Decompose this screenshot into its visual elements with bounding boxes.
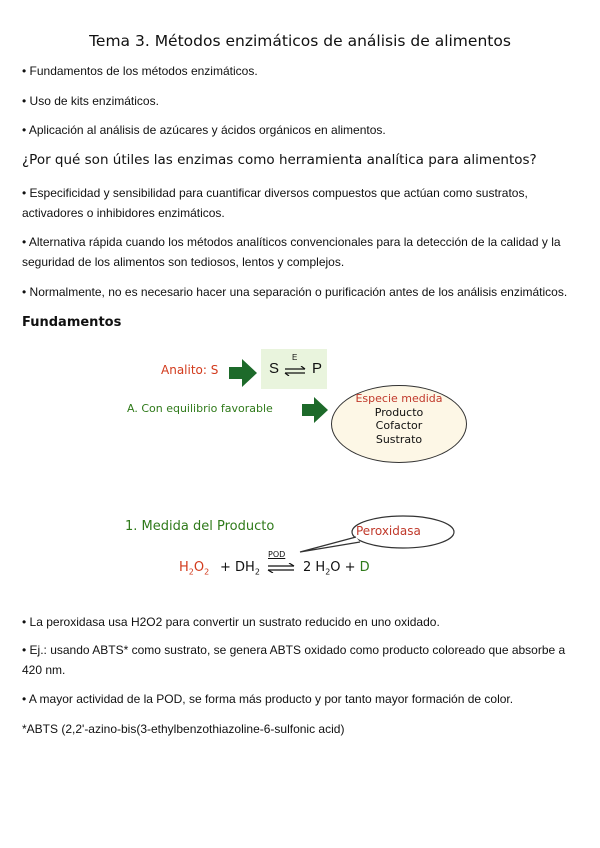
intro-bullet-2: • Uso de kits enzimáticos. bbox=[22, 94, 159, 108]
especie-medida-title: Especie medida bbox=[355, 392, 443, 405]
equilibrium-condition: A. Con equilibrio favorable bbox=[127, 402, 273, 415]
intro-bullet-3: • Aplicación al análisis de azúcares y ácidos orgánicos en alimentos. bbox=[22, 123, 386, 137]
analito-label: Analito: S bbox=[161, 363, 219, 377]
substrate-symbol: S bbox=[269, 360, 280, 377]
green-arrow-icon bbox=[229, 359, 257, 387]
product-symbol: P bbox=[312, 360, 323, 377]
especie-producto: Producto bbox=[374, 405, 424, 419]
products: 2 $H_2O + D$ bbox=[303, 560, 370, 577]
pod-label: POD bbox=[268, 550, 286, 559]
bottom-bullet-3: • A mayor actividad de la POD, se forma más producto y por tanto mayor formación de color. bbox=[22, 692, 514, 706]
product-d: D bbox=[359, 560, 370, 575]
intro-bullet-1: • Fundamentos de los métodos enzimáticos. bbox=[22, 64, 258, 78]
why-bullet-3: • Normalmente, no es necesario hacer una separación o purificación antes de los análisis enzimáticos. bbox=[22, 285, 568, 299]
especie-cofactor: Cofactor bbox=[375, 419, 423, 432]
reaction-arrows-icon bbox=[267, 563, 295, 573]
page-title: Tema 3. Métodos enzimáticos de análisis de alimentos bbox=[89, 32, 511, 50]
bottom-bullet-2: • Ej.: usando ABTS* como sustrato, se genera ABTS oxidado como producto coloreado que absorbe a 420 nm. bbox=[22, 643, 566, 677]
fundamentos-heading: Fundamentos bbox=[22, 315, 122, 330]
reactant-h2o2: $H_2O_2$ bbox=[179, 560, 210, 577]
equilibrium-arrows-icon bbox=[284, 366, 306, 376]
enzyme-symbol: E bbox=[292, 353, 298, 362]
question-heading: ¿Por qué son útiles las enzimas como herramienta analítica para alimentos? bbox=[22, 152, 537, 168]
especie-medida-list bbox=[331, 392, 467, 446]
bottom-bullet-1: • La peroxidasa usa H2O2 para convertir un sustrato reducido en uno oxidado. bbox=[22, 615, 440, 629]
why-bullet-1: • Especificidad y sensibilidad para cuantificar diversos compuestos que actúan como sustratos, activadores o inhibidores enzimáticos. bbox=[22, 186, 528, 220]
equilibrium-box bbox=[261, 349, 327, 389]
green-arrow-icon bbox=[302, 397, 328, 423]
why-bullet-2: • Alternativa rápida cuando los métodos analíticos convencionales para la detección de la calidad y la seguridad de los alimentos son tediosos, lentos y complejos. bbox=[22, 235, 561, 269]
especie-sustrato: Sustrato bbox=[375, 432, 423, 446]
reactant-dh2: + $DH_2$ bbox=[220, 560, 260, 577]
peroxidasa-label: Peroxidasa bbox=[356, 524, 421, 538]
abts-footnote: *ABTS (2,2'-azino-bis(3-ethylbenzothiazoline-6-sulfonic acid) bbox=[22, 722, 345, 736]
medida-producto-label: 1. Medida del Producto bbox=[125, 519, 275, 534]
